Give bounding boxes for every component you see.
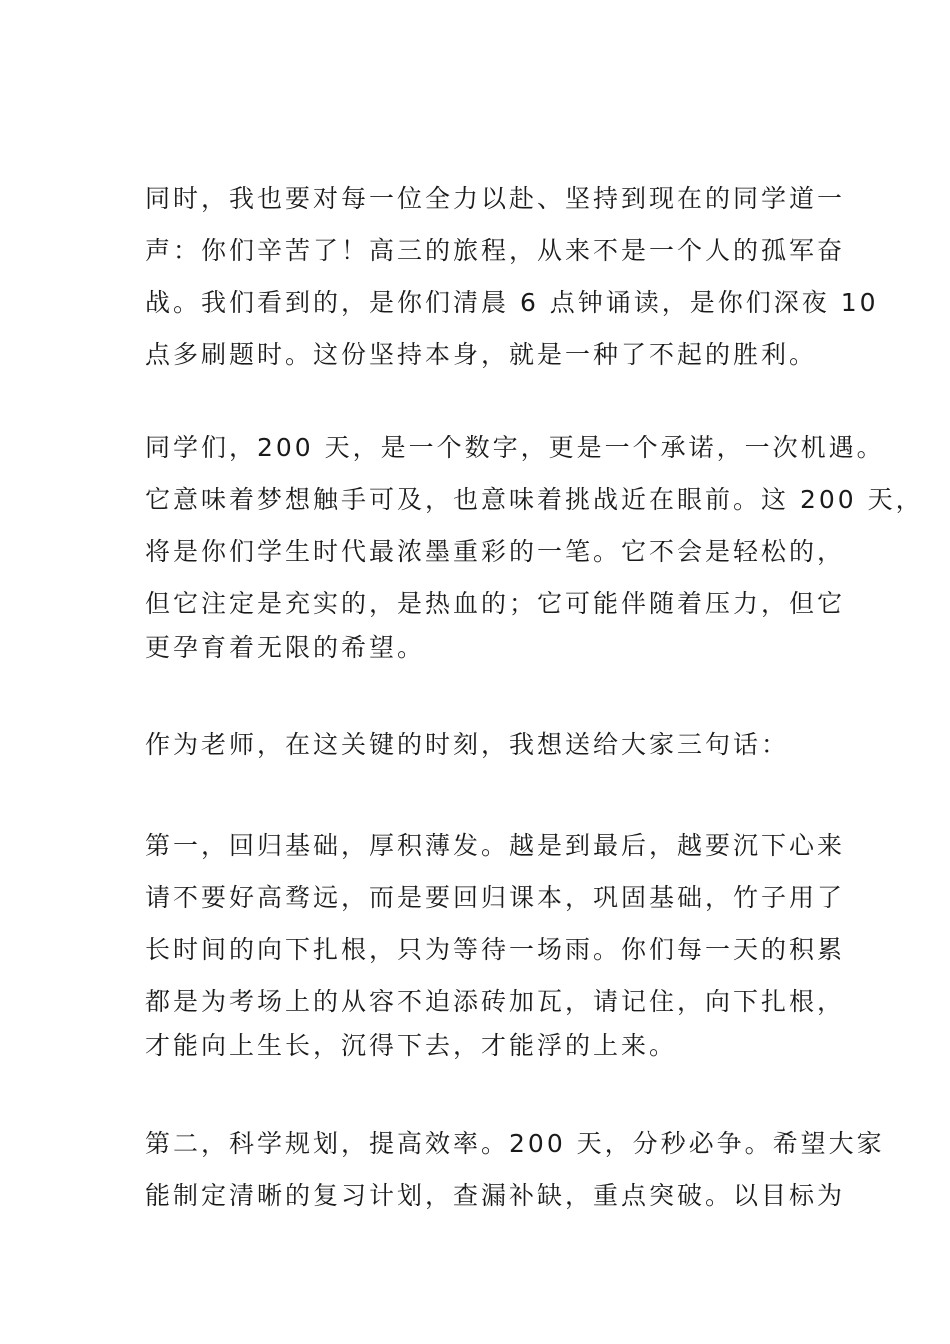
paragraph-4-line-4: 都是为考场上的从容不迫添砖加瓦，请记住，向下扎根， <box>145 987 846 1016</box>
paragraph-4-line-3: 长时间的向下扎根，只为等待一场雨。你们每一天的积累 <box>145 935 846 964</box>
paragraph-2-line-3: 将是你们学生时代最浓墨重彩的一笔。它不会是轻松的， <box>145 537 846 566</box>
paragraph-2-line-5: 更孕育着无限的希望。 <box>145 633 426 662</box>
paragraph-5-line-2: 能制定清晰的复习计划，查漏补缺，重点突破。以目标为 <box>145 1181 846 1210</box>
paragraph-1-line-4: 点多刷题时。这份坚持本身，就是一种了不起的胜利。 <box>145 340 818 369</box>
paragraph-2-line-1: 同学们，200 天，是一个数字，更是一个承诺，一次机遇。 <box>145 433 885 462</box>
paragraph-2-line-4: 但它注定是充实的，是热血的；它可能伴随着压力，但它 <box>145 589 846 618</box>
paragraph-1-line-1: 同时，我也要对每一位全力以赴、坚持到现在的同学道一 <box>145 184 846 213</box>
paragraph-4-line-5: 才能向上生长，沉得下去，才能浮的上来。 <box>145 1031 678 1060</box>
paragraph-1-line-3: 战。我们看到的，是你们清晨 6 点钟诵读，是你们深夜 10 <box>145 288 879 317</box>
paragraph-4-line-2: 请不要好高骛远，而是要回归课本，巩固基础，竹子用了 <box>145 883 846 912</box>
paragraph-1-line-2: 声：你们辛苦了！高三的旅程，从来不是一个人的孤军奋 <box>145 236 846 265</box>
paragraph-3-line-1: 作为老师，在这关键的时刻，我想送给大家三句话： <box>145 730 790 759</box>
paragraph-2-line-2: 它意味着梦想触手可及，也意味着挑战近在眼前。这 200 天， <box>145 485 924 514</box>
paragraph-4-line-1: 第一，回归基础，厚积薄发。越是到最后，越要沉下心来 <box>145 831 846 860</box>
paragraph-5-line-1: 第二，科学规划，提高效率。200 天，分秒必争。希望大家 <box>145 1129 885 1158</box>
